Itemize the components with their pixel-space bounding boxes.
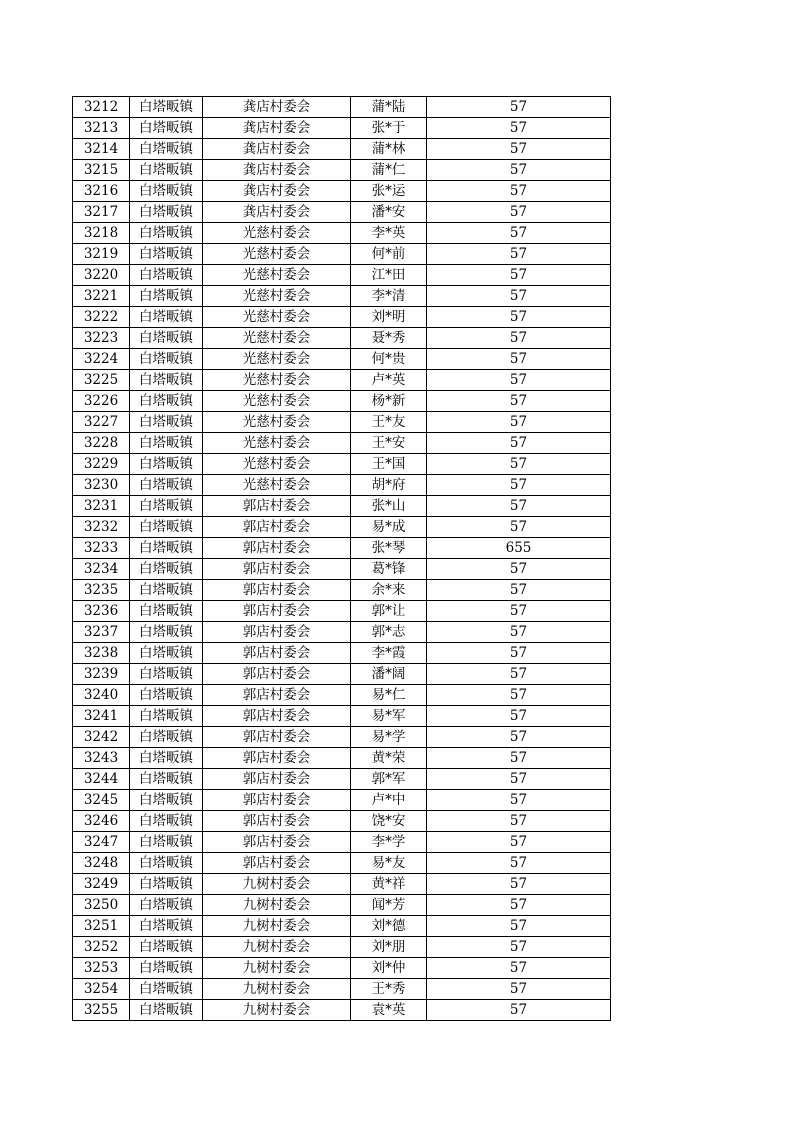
row-number-cell: 3213	[73, 118, 130, 139]
table-row	[73, 874, 611, 895]
row-number-cell: 3223	[73, 328, 130, 349]
town-cell: 白塔畈镇	[130, 622, 203, 643]
name-cell: 胡*府	[351, 475, 427, 496]
village-committee-cell: 郭店村委会	[203, 811, 351, 832]
table-row	[73, 328, 611, 349]
name-cell: 易*学	[351, 727, 427, 748]
village-committee-cell: 郭店村委会	[203, 622, 351, 643]
table-row	[73, 370, 611, 391]
amount-cell: 57	[427, 685, 611, 706]
name-cell: 袁*英	[351, 1000, 427, 1021]
row-number-cell: 3216	[73, 181, 130, 202]
village-committee-cell: 光慈村委会	[203, 454, 351, 475]
village-committee-cell: 郭店村委会	[203, 727, 351, 748]
name-cell: 刘*明	[351, 307, 427, 328]
village-committee-cell: 光慈村委会	[203, 349, 351, 370]
name-cell: 黄*荣	[351, 748, 427, 769]
amount-cell: 57	[427, 160, 611, 181]
row-number-cell: 3234	[73, 559, 130, 580]
row-number-cell: 3246	[73, 811, 130, 832]
town-cell: 白塔畈镇	[130, 412, 203, 433]
table-row	[73, 223, 611, 244]
table-row	[73, 685, 611, 706]
amount-cell: 57	[427, 958, 611, 979]
row-number-cell: 3242	[73, 727, 130, 748]
amount-cell: 57	[427, 223, 611, 244]
table-body	[73, 97, 611, 1021]
table-row	[73, 916, 611, 937]
town-cell: 白塔畈镇	[130, 97, 203, 118]
row-number-cell: 3230	[73, 475, 130, 496]
row-number-cell: 3220	[73, 265, 130, 286]
town-cell: 白塔畈镇	[130, 958, 203, 979]
name-cell: 李*学	[351, 832, 427, 853]
village-committee-cell: 光慈村委会	[203, 286, 351, 307]
table-row	[73, 97, 611, 118]
town-cell: 白塔畈镇	[130, 916, 203, 937]
name-cell: 刘*德	[351, 916, 427, 937]
town-cell: 白塔畈镇	[130, 559, 203, 580]
town-cell: 白塔畈镇	[130, 811, 203, 832]
village-committee-cell: 九树村委会	[203, 1000, 351, 1021]
amount-cell: 57	[427, 391, 611, 412]
table-row	[73, 748, 611, 769]
village-committee-cell: 龚店村委会	[203, 118, 351, 139]
town-cell: 白塔畈镇	[130, 475, 203, 496]
row-number-cell: 3255	[73, 1000, 130, 1021]
row-number-cell: 3226	[73, 391, 130, 412]
row-number-cell: 3225	[73, 370, 130, 391]
name-cell: 刘*仲	[351, 958, 427, 979]
amount-cell: 57	[427, 706, 611, 727]
amount-cell: 57	[427, 139, 611, 160]
town-cell: 白塔畈镇	[130, 832, 203, 853]
town-cell: 白塔畈镇	[130, 328, 203, 349]
town-cell: 白塔畈镇	[130, 244, 203, 265]
name-cell: 葛*锋	[351, 559, 427, 580]
town-cell: 白塔畈镇	[130, 748, 203, 769]
amount-cell: 57	[427, 412, 611, 433]
amount-cell: 57	[427, 895, 611, 916]
name-cell: 王*安	[351, 433, 427, 454]
village-committee-cell: 九树村委会	[203, 937, 351, 958]
amount-cell: 57	[427, 370, 611, 391]
table-row	[73, 286, 611, 307]
row-number-cell: 3232	[73, 517, 130, 538]
town-cell: 白塔畈镇	[130, 223, 203, 244]
row-number-cell: 3217	[73, 202, 130, 223]
amount-cell: 57	[427, 202, 611, 223]
row-number-cell: 3243	[73, 748, 130, 769]
village-committee-cell: 九树村委会	[203, 916, 351, 937]
village-committee-cell: 光慈村委会	[203, 328, 351, 349]
name-cell: 郭*让	[351, 601, 427, 622]
amount-cell: 57	[427, 937, 611, 958]
amount-cell: 57	[427, 307, 611, 328]
table-row	[73, 160, 611, 181]
name-cell: 易*友	[351, 853, 427, 874]
amount-cell: 57	[427, 433, 611, 454]
row-number-cell: 3254	[73, 979, 130, 1000]
table-row	[73, 202, 611, 223]
table-row	[73, 937, 611, 958]
row-number-cell: 3218	[73, 223, 130, 244]
table-row	[73, 454, 611, 475]
village-committee-cell: 光慈村委会	[203, 475, 351, 496]
village-committee-cell: 郭店村委会	[203, 769, 351, 790]
amount-cell: 57	[427, 790, 611, 811]
table-row	[73, 727, 611, 748]
name-cell: 王*友	[351, 412, 427, 433]
village-committee-cell: 光慈村委会	[203, 265, 351, 286]
name-cell: 何*前	[351, 244, 427, 265]
table-row	[73, 433, 611, 454]
village-committee-cell: 光慈村委会	[203, 244, 351, 265]
village-committee-cell: 郭店村委会	[203, 517, 351, 538]
village-committee-cell: 郭店村委会	[203, 580, 351, 601]
amount-cell: 57	[427, 244, 611, 265]
table-row	[73, 853, 611, 874]
village-committee-cell: 郭店村委会	[203, 853, 351, 874]
row-number-cell: 3233	[73, 538, 130, 559]
town-cell: 白塔畈镇	[130, 286, 203, 307]
amount-cell: 57	[427, 748, 611, 769]
town-cell: 白塔畈镇	[130, 181, 203, 202]
amount-cell: 57	[427, 727, 611, 748]
name-cell: 李*清	[351, 286, 427, 307]
village-committee-cell: 九树村委会	[203, 979, 351, 1000]
amount-cell: 57	[427, 517, 611, 538]
name-cell: 郭*志	[351, 622, 427, 643]
village-committee-cell: 郭店村委会	[203, 706, 351, 727]
table-row	[73, 979, 611, 1000]
village-committee-cell: 九树村委会	[203, 958, 351, 979]
town-cell: 白塔畈镇	[130, 307, 203, 328]
table-row	[73, 790, 611, 811]
village-committee-cell: 郭店村委会	[203, 790, 351, 811]
amount-cell: 57	[427, 328, 611, 349]
name-cell: 蒲*陆	[351, 97, 427, 118]
town-cell: 白塔畈镇	[130, 685, 203, 706]
row-number-cell: 3238	[73, 643, 130, 664]
name-cell: 刘*朋	[351, 937, 427, 958]
row-number-cell: 3245	[73, 790, 130, 811]
amount-cell: 655	[427, 538, 611, 559]
village-committee-cell: 光慈村委会	[203, 412, 351, 433]
table-row	[73, 1000, 611, 1021]
amount-cell: 57	[427, 769, 611, 790]
name-cell: 蒲*仁	[351, 160, 427, 181]
table-row	[73, 559, 611, 580]
town-cell: 白塔畈镇	[130, 517, 203, 538]
amount-cell: 57	[427, 475, 611, 496]
town-cell: 白塔畈镇	[130, 1000, 203, 1021]
table-row	[73, 643, 611, 664]
town-cell: 白塔畈镇	[130, 727, 203, 748]
row-number-cell: 3237	[73, 622, 130, 643]
town-cell: 白塔畈镇	[130, 664, 203, 685]
amount-cell: 57	[427, 979, 611, 1000]
name-cell: 杨*新	[351, 391, 427, 412]
name-cell: 易*仁	[351, 685, 427, 706]
town-cell: 白塔畈镇	[130, 454, 203, 475]
name-cell: 卢*英	[351, 370, 427, 391]
town-cell: 白塔畈镇	[130, 937, 203, 958]
name-cell: 蒲*林	[351, 139, 427, 160]
row-number-cell: 3251	[73, 916, 130, 937]
row-number-cell: 3249	[73, 874, 130, 895]
table-row	[73, 538, 611, 559]
name-cell: 江*田	[351, 265, 427, 286]
name-cell: 闻*芳	[351, 895, 427, 916]
amount-cell: 57	[427, 832, 611, 853]
village-committee-cell: 光慈村委会	[203, 370, 351, 391]
name-cell: 易*成	[351, 517, 427, 538]
row-number-cell: 3221	[73, 286, 130, 307]
name-cell: 郭*军	[351, 769, 427, 790]
village-committee-cell: 龚店村委会	[203, 97, 351, 118]
town-cell: 白塔畈镇	[130, 370, 203, 391]
village-committee-cell: 光慈村委会	[203, 223, 351, 244]
row-number-cell: 3222	[73, 307, 130, 328]
town-cell: 白塔畈镇	[130, 769, 203, 790]
row-number-cell: 3215	[73, 160, 130, 181]
table-row	[73, 181, 611, 202]
table-row	[73, 601, 611, 622]
amount-cell: 57	[427, 601, 611, 622]
village-committee-cell: 光慈村委会	[203, 391, 351, 412]
amount-cell: 57	[427, 181, 611, 202]
name-cell: 李*霞	[351, 643, 427, 664]
town-cell: 白塔畈镇	[130, 391, 203, 412]
town-cell: 白塔畈镇	[130, 202, 203, 223]
row-number-cell: 3229	[73, 454, 130, 475]
name-cell: 黄*祥	[351, 874, 427, 895]
amount-cell: 57	[427, 874, 611, 895]
village-committee-cell: 龚店村委会	[203, 139, 351, 160]
village-committee-cell: 郭店村委会	[203, 601, 351, 622]
amount-cell: 57	[427, 580, 611, 601]
row-number-cell: 3212	[73, 97, 130, 118]
table-row	[73, 475, 611, 496]
town-cell: 白塔畈镇	[130, 853, 203, 874]
row-number-cell: 3227	[73, 412, 130, 433]
name-cell: 何*贵	[351, 349, 427, 370]
town-cell: 白塔畈镇	[130, 895, 203, 916]
amount-cell: 57	[427, 265, 611, 286]
table-row	[73, 664, 611, 685]
table-row	[73, 391, 611, 412]
amount-cell: 57	[427, 454, 611, 475]
row-number-cell: 3214	[73, 139, 130, 160]
name-cell: 聂*秀	[351, 328, 427, 349]
amount-cell: 57	[427, 811, 611, 832]
table-row	[73, 958, 611, 979]
row-number-cell: 3235	[73, 580, 130, 601]
row-number-cell: 3228	[73, 433, 130, 454]
amount-cell: 57	[427, 916, 611, 937]
name-cell: 李*英	[351, 223, 427, 244]
table-row	[73, 769, 611, 790]
village-committee-cell: 郭店村委会	[203, 748, 351, 769]
table-row	[73, 349, 611, 370]
town-cell: 白塔畈镇	[130, 706, 203, 727]
name-cell: 饶*安	[351, 811, 427, 832]
village-committee-cell: 龚店村委会	[203, 202, 351, 223]
town-cell: 白塔畈镇	[130, 643, 203, 664]
table-row	[73, 580, 611, 601]
row-number-cell: 3231	[73, 496, 130, 517]
amount-cell: 57	[427, 643, 611, 664]
table-row	[73, 622, 611, 643]
row-number-cell: 3250	[73, 895, 130, 916]
amount-cell: 57	[427, 118, 611, 139]
village-committee-cell: 九树村委会	[203, 895, 351, 916]
village-committee-cell: 九树村委会	[203, 874, 351, 895]
table-row	[73, 412, 611, 433]
name-cell: 潘*安	[351, 202, 427, 223]
subsidy-table	[72, 96, 611, 1021]
village-committee-cell: 郭店村委会	[203, 664, 351, 685]
town-cell: 白塔畈镇	[130, 139, 203, 160]
village-committee-cell: 郭店村委会	[203, 643, 351, 664]
amount-cell: 57	[427, 349, 611, 370]
amount-cell: 57	[427, 1000, 611, 1021]
town-cell: 白塔畈镇	[130, 874, 203, 895]
table-row	[73, 496, 611, 517]
amount-cell: 57	[427, 559, 611, 580]
row-number-cell: 3252	[73, 937, 130, 958]
table-row	[73, 832, 611, 853]
name-cell: 易*军	[351, 706, 427, 727]
subsidy-table-sheet	[72, 96, 611, 1021]
town-cell: 白塔畈镇	[130, 538, 203, 559]
row-number-cell: 3239	[73, 664, 130, 685]
table-row	[73, 265, 611, 286]
village-committee-cell: 光慈村委会	[203, 433, 351, 454]
town-cell: 白塔畈镇	[130, 496, 203, 517]
town-cell: 白塔畈镇	[130, 118, 203, 139]
town-cell: 白塔畈镇	[130, 790, 203, 811]
town-cell: 白塔畈镇	[130, 433, 203, 454]
town-cell: 白塔畈镇	[130, 979, 203, 1000]
town-cell: 白塔畈镇	[130, 601, 203, 622]
town-cell: 白塔畈镇	[130, 349, 203, 370]
name-cell: 王*秀	[351, 979, 427, 1000]
table-row	[73, 139, 611, 160]
village-committee-cell: 郭店村委会	[203, 538, 351, 559]
row-number-cell: 3241	[73, 706, 130, 727]
name-cell: 王*国	[351, 454, 427, 475]
table-row	[73, 307, 611, 328]
village-committee-cell: 龚店村委会	[203, 160, 351, 181]
village-committee-cell: 郭店村委会	[203, 496, 351, 517]
village-committee-cell: 郭店村委会	[203, 832, 351, 853]
village-committee-cell: 光慈村委会	[203, 307, 351, 328]
name-cell: 张*运	[351, 181, 427, 202]
name-cell: 潘*阔	[351, 664, 427, 685]
row-number-cell: 3240	[73, 685, 130, 706]
table-row	[73, 895, 611, 916]
name-cell: 张*琴	[351, 538, 427, 559]
town-cell: 白塔畈镇	[130, 160, 203, 181]
row-number-cell: 3224	[73, 349, 130, 370]
amount-cell: 57	[427, 496, 611, 517]
town-cell: 白塔畈镇	[130, 265, 203, 286]
row-number-cell: 3236	[73, 601, 130, 622]
amount-cell: 57	[427, 664, 611, 685]
row-number-cell: 3248	[73, 853, 130, 874]
village-committee-cell: 郭店村委会	[203, 559, 351, 580]
row-number-cell: 3253	[73, 958, 130, 979]
name-cell: 余*来	[351, 580, 427, 601]
row-number-cell: 3219	[73, 244, 130, 265]
table-row	[73, 706, 611, 727]
name-cell: 卢*中	[351, 790, 427, 811]
name-cell: 张*山	[351, 496, 427, 517]
row-number-cell: 3244	[73, 769, 130, 790]
table-row	[73, 517, 611, 538]
table-row	[73, 118, 611, 139]
village-committee-cell: 郭店村委会	[203, 685, 351, 706]
amount-cell: 57	[427, 853, 611, 874]
row-number-cell: 3247	[73, 832, 130, 853]
amount-cell: 57	[427, 286, 611, 307]
amount-cell: 57	[427, 97, 611, 118]
table-row	[73, 811, 611, 832]
name-cell: 张*于	[351, 118, 427, 139]
amount-cell: 57	[427, 622, 611, 643]
table-row	[73, 244, 611, 265]
village-committee-cell: 龚店村委会	[203, 181, 351, 202]
town-cell: 白塔畈镇	[130, 580, 203, 601]
